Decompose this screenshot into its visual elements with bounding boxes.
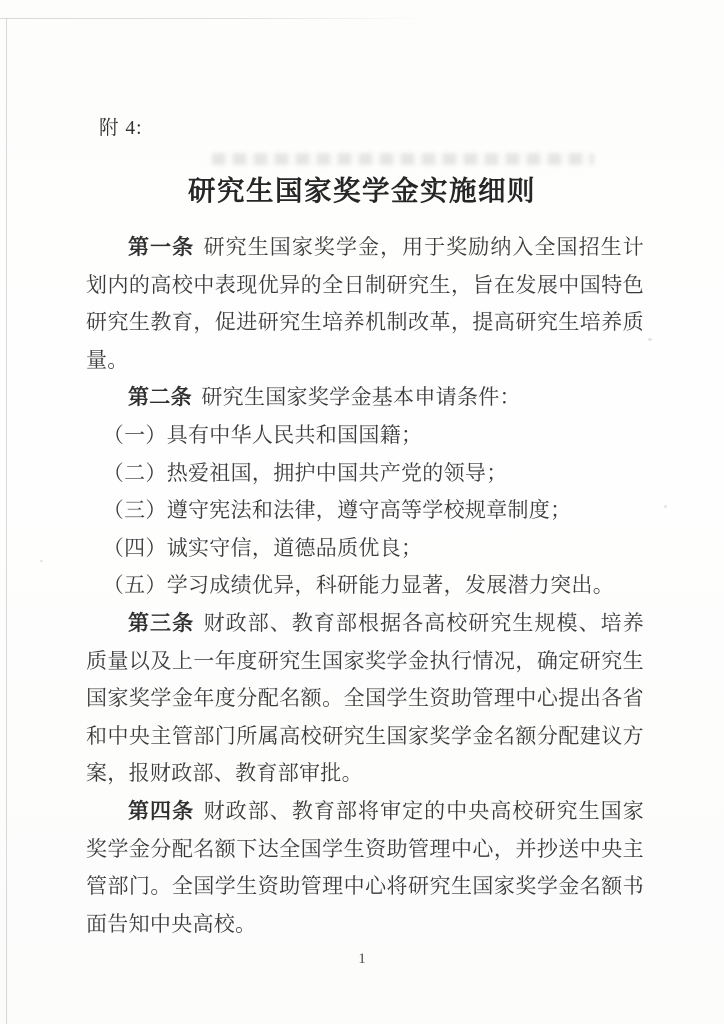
clause-item-2 xyxy=(86,455,644,493)
page-number: 1 xyxy=(358,951,366,967)
clause-text: （五）学习成绩优异，科研能力显著，发展潜力突出。 xyxy=(102,573,614,598)
article-paragraph-3 xyxy=(86,605,644,793)
article-number: 第三条 xyxy=(128,610,195,635)
article-text: 财政部、教育部根据各高校研究生规模、培养质量以及上一年度研究生国家奖学金执行情况，确定研究生国家奖学金年度分配名额。全国学生资助管理中心提出各省和中央主管部门所属高校研究生国家奖学金名额分配建议方案，报财政部、教育部审批。 xyxy=(86,610,644,786)
article-text: 研究生国家奖学金基本申请条件： xyxy=(201,385,521,410)
clause-item-4 xyxy=(86,530,644,568)
clause-item-5 xyxy=(86,567,644,605)
scan-speck xyxy=(648,338,652,341)
article-text: 财政部、教育部将审定的中央高校研究生国家奖学金分配名额下达全国学生资助管理中心，并抄送中央主管部门。全国学生资助管理中心将研究生国家奖学金名额书面告知中央高校。 xyxy=(86,798,644,936)
bleedthrough-artifact xyxy=(212,153,594,165)
article-number: 第二条 xyxy=(128,385,192,410)
clause-text: （三）遵守宪法和法律，遵守高等学校规章制度； xyxy=(102,498,572,523)
scan-speck xyxy=(664,505,667,508)
scan-speck xyxy=(40,560,43,562)
clause-item-1 xyxy=(86,417,644,455)
article-paragraph-2 xyxy=(86,379,644,417)
clause-item-3 xyxy=(86,492,644,530)
clause-text: （二）热爱祖国，拥护中国共产党的领导； xyxy=(102,460,508,485)
article-text: 研究生国家奖学金，用于奖励纳入全国招生计划内的高校中表现优异的全日制研究生，旨在发展中国特色研究生教育，促进研究生培养机制改革，提高研究生培养质量。 xyxy=(86,235,644,372)
document-body xyxy=(86,229,644,943)
article-paragraph-4 xyxy=(86,793,644,943)
scan-edge-artifact-top xyxy=(0,18,430,19)
document-title: 研究生国家奖学金实施细则 xyxy=(188,175,536,206)
article-paragraph-1 xyxy=(86,229,644,379)
clause-text: （一）具有中华人民共和国国籍； xyxy=(102,422,423,447)
attachment-label: 附 4: xyxy=(99,118,143,139)
clause-text: （四）诚实守信，道德品质优良； xyxy=(102,535,423,560)
article-number: 第四条 xyxy=(128,798,195,823)
article-number: 第一条 xyxy=(128,235,195,259)
